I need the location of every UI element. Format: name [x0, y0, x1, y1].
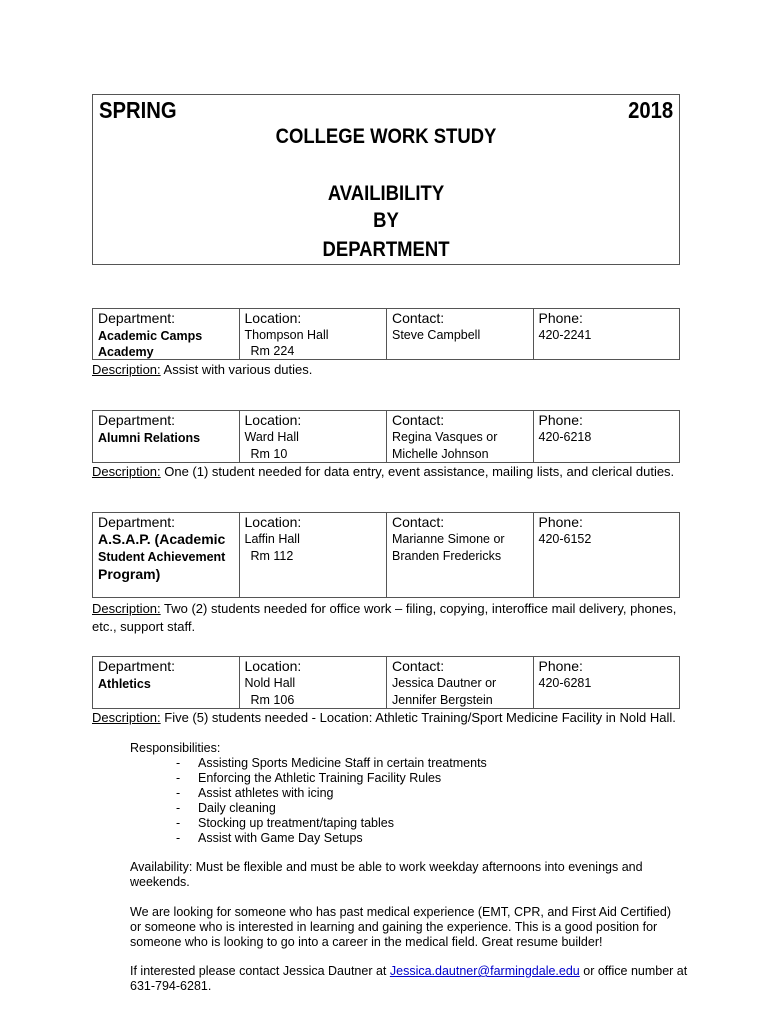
location-label: Location: — [244, 514, 302, 530]
contact-name: Steve Campbell — [392, 328, 481, 342]
location-room: Rm 10 — [250, 447, 288, 461]
contact-cell — [387, 513, 534, 597]
description-text: Two (2) students needed for office work – filing, copying, interoffice mail delivery, phones, etc., support staff. — [92, 601, 677, 634]
department-name: A.S.A.P. (Academic — [98, 531, 226, 547]
department-cell — [93, 513, 240, 597]
department-name: Academic Camps — [98, 329, 203, 343]
title-line-department: DEPARTMENT — [322, 238, 450, 261]
phone-label: Phone: — [538, 514, 583, 530]
description-label: Description: — [92, 362, 161, 377]
department-name: Athletics — [98, 677, 151, 691]
phone-cell — [534, 513, 680, 597]
contact-suffix: or office number at 631-794-6281. — [130, 964, 688, 993]
location-building: Thompson Hall — [244, 328, 329, 342]
availability-paragraph: Availability: Must be flexible and must be able to work weekday afternoons into evenings and weekends. — [130, 860, 643, 889]
department-label: Department: — [98, 310, 176, 326]
location-cell — [240, 411, 388, 462]
description-athletics — [92, 709, 692, 727]
department-label: Department: — [98, 658, 176, 674]
department-cell — [93, 657, 240, 708]
description-text: Assist with various duties. — [160, 362, 313, 377]
department-name: Student Achievement — [98, 550, 226, 564]
description-text: One (1) student needed for data entry, event assistance, mailing lists, and clerical duties. — [160, 464, 675, 479]
contact-label: Contact: — [392, 412, 445, 428]
description-label: Description: — [92, 601, 161, 616]
phone-number: 420-2241 — [538, 328, 592, 342]
phone-cell — [534, 657, 680, 708]
document-title: COLLEGE WORK STUDY — [275, 125, 497, 148]
description-academic-camps — [92, 361, 692, 379]
location-room: Rm 112 — [250, 549, 294, 563]
title-box — [92, 94, 680, 265]
location-building: Ward Hall — [244, 430, 299, 444]
description-alumni-relations — [92, 463, 692, 481]
contact-cell — [387, 309, 534, 359]
location-cell — [240, 309, 388, 359]
phone-cell — [534, 309, 680, 359]
department-cell — [93, 411, 240, 462]
contact-label: Contact: — [392, 310, 445, 326]
list-item: - Stocking up treatment/taping tables — [176, 816, 690, 831]
location-label: Location: — [244, 412, 302, 428]
contact-cell — [387, 657, 534, 708]
contact-email-link[interactable]: Jessica.dautner@farmingdale.edu — [389, 964, 580, 978]
contact-label: Contact: — [392, 514, 445, 530]
description-text: Five (5) students needed - Location: Athletic Training/Sport Medicine Facility in Nold Hall. — [160, 710, 676, 725]
department-label: Department: — [98, 514, 176, 530]
department-name: Academy — [98, 345, 154, 359]
list-item: - Assist athletes with icing — [176, 786, 690, 801]
location-cell — [240, 657, 388, 708]
contact-name: Michelle Johnson — [392, 447, 489, 461]
location-cell — [240, 513, 388, 597]
contact-name: Jennifer Bergstein — [392, 693, 493, 707]
list-item: - Assisting Sports Medicine Staff in certain treatments — [176, 756, 690, 771]
year-label: 2018 — [627, 97, 673, 123]
location-room: Rm 224 — [250, 344, 295, 358]
phone-label: Phone: — [538, 658, 583, 674]
department-label: Department: — [98, 412, 176, 428]
department-table-alumni-relations — [92, 410, 680, 463]
responsibilities-section — [130, 741, 690, 846]
contact-cell — [387, 411, 534, 462]
phone-number: 420-6281 — [538, 676, 592, 690]
location-room: Rm 106 — [250, 693, 295, 707]
list-item: - Enforcing the Athletic Training Facility Rules — [176, 771, 690, 786]
department-name: Program) — [98, 566, 161, 582]
department-table-athletics — [92, 656, 680, 709]
department-cell — [93, 309, 240, 359]
department-table-asap — [92, 512, 680, 598]
contact-label: Contact: — [392, 658, 445, 674]
contact-prefix: If interested please contact Jessica Dautner at — [130, 964, 390, 978]
location-building: Nold Hall — [244, 676, 296, 690]
list-item: - Daily cleaning — [176, 801, 690, 816]
phone-number: 420-6152 — [538, 532, 592, 546]
department-name: Alumni Relations — [98, 431, 201, 445]
title-line-availability: AVAILIBILITY — [327, 182, 445, 205]
description-label: Description: — [92, 710, 161, 725]
title-line-by: BY — [373, 209, 399, 232]
department-table-academic-camps — [92, 308, 680, 360]
responsibilities-heading: Responsibilities: — [130, 741, 221, 755]
responsibilities-list — [130, 756, 690, 846]
phone-cell — [534, 411, 680, 462]
phone-label: Phone: — [538, 412, 583, 428]
phone-number: 420-6218 — [538, 430, 592, 444]
description-label: Description: — [92, 464, 161, 479]
location-label: Location: — [244, 310, 302, 326]
contact-name: Jessica Dautner or — [392, 676, 497, 690]
contact-paragraph — [130, 964, 690, 994]
season-label: SPRING — [99, 97, 177, 123]
contact-name: Marianne Simone or — [392, 532, 505, 546]
requirements-paragraph: We are looking for someone who has past medical experience (EMT, CPR, and First Aid Certified) or someone who is interested in learning and gaining the experience. This is a good position for someone who is looking to go into a career in the medical field. Great resume builder! — [130, 905, 671, 949]
contact-name: Branden Fredericks — [392, 549, 502, 563]
phone-label: Phone: — [538, 310, 583, 326]
list-item: - Assist with Game Day Setups — [176, 831, 690, 846]
location-building: Laffin Hall — [244, 532, 300, 546]
location-label: Location: — [244, 658, 302, 674]
contact-name: Regina Vasques or — [392, 430, 498, 444]
description-asap — [92, 600, 682, 636]
